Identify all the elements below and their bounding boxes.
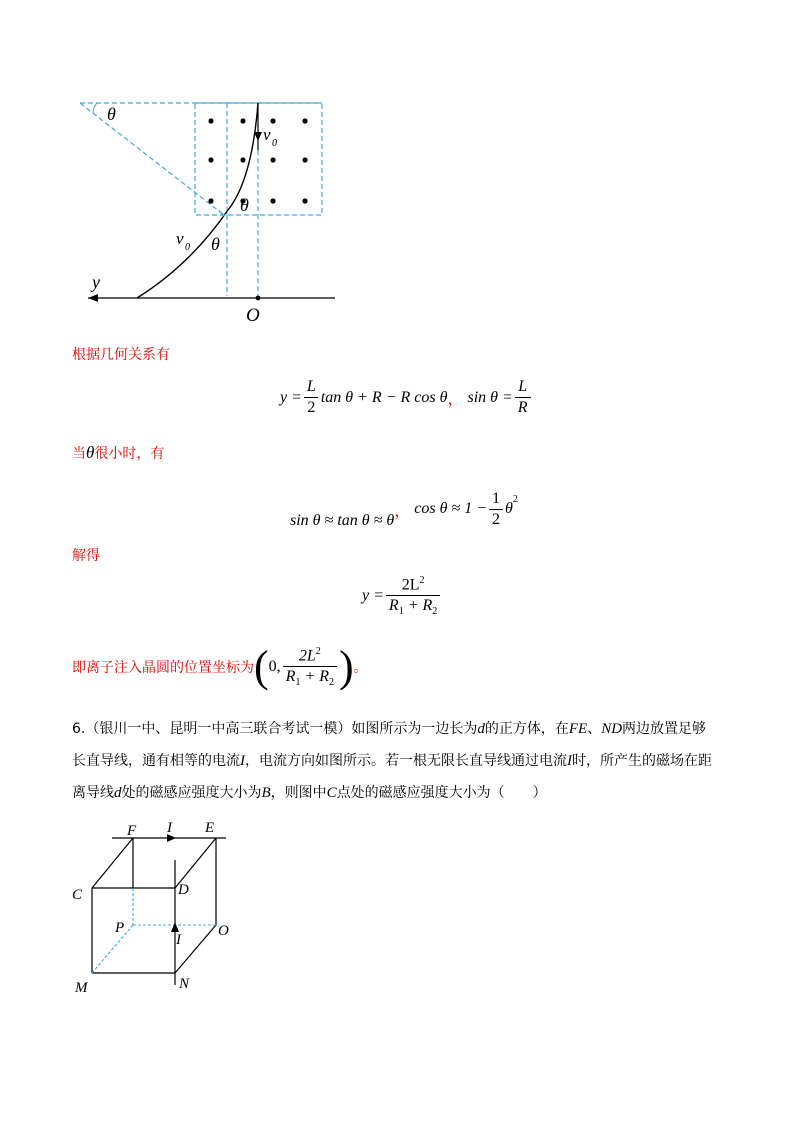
problem6-line3: 离导线d处的磁感应强度大小为B，则图中C点处的磁感应强度大小为（ ） — [72, 785, 547, 801]
conclusion-pre: 即离子注入晶圆的位置坐标为 — [72, 660, 254, 676]
label-theta-mid: θ — [240, 195, 249, 215]
eq1-frac2-num: L — [518, 378, 528, 395]
cube-hidden-edges — [92, 888, 216, 973]
label-E: E — [205, 820, 215, 836]
conclusion-zero: 0, — [268, 658, 281, 675]
figure-magnetic-field-trajectory — [60, 90, 360, 330]
y-axis-arrow — [88, 294, 98, 302]
conclusion-post: 。 — [353, 660, 368, 676]
label-I-top: I — [167, 820, 172, 836]
eq1-frac-num: L — [306, 378, 316, 395]
figure-cube — [65, 815, 245, 1000]
label-N: N — [179, 976, 190, 992]
eq2-theta2: θ — [505, 500, 513, 517]
equation-geometry — [280, 378, 533, 417]
step-solve-text: 解得 — [72, 548, 100, 564]
eq2-sep: ， — [394, 502, 411, 520]
step-small-angle-text — [72, 443, 164, 463]
eq3-lhs: y = — [362, 587, 384, 605]
step2-pre: 当 — [72, 446, 86, 462]
eq2-frac-num: 1 — [492, 489, 501, 507]
label-O: O — [218, 923, 229, 939]
label-y-axis: y — [92, 272, 100, 292]
eq1-frac-den: 2 — [304, 397, 318, 417]
eq3-num: $2L^2$ — [401, 575, 425, 594]
eq1-frac2 — [515, 378, 531, 417]
current-arrow-nd — [171, 922, 179, 932]
problem-6-statement — [72, 719, 732, 803]
eq3-frac — [386, 575, 440, 618]
eq1-lhs2: sin θ = — [467, 388, 513, 406]
eq1-lhs: y = — [280, 388, 302, 406]
eq2-part2: cos θ ≈ 1 − — [414, 500, 488, 517]
step-geometry-text: 根据几何关系有 — [72, 347, 170, 363]
equation-result — [362, 575, 442, 618]
label-C: C — [72, 887, 83, 903]
eq1-rest: tan θ + R − R cos θ — [320, 388, 448, 406]
step2-post: 很小时，有 — [94, 446, 165, 462]
label-v0-left-sub: 0 — [185, 242, 190, 253]
cube-solid-edges — [92, 838, 226, 985]
eq2-frac-den: 2 — [489, 509, 503, 529]
conclusion-num: $2L^2$ — [298, 645, 321, 665]
label-F: F — [127, 823, 137, 839]
eq2-frac — [489, 490, 503, 529]
conclusion-frac — [283, 646, 337, 689]
conclusion-den: $R_1 + R_2$ — [283, 666, 337, 688]
dashed-construction-lines — [80, 103, 322, 296]
problem6-line2: 长直导线，通有相等的电流I，电流方向如图所示。若一根无限长直导线通过电流I时，所产生的磁场在距 — [72, 753, 712, 769]
label-v0-right-sub: 0 — [272, 138, 277, 149]
origin-point — [256, 296, 261, 301]
eq1-frac2-den: R — [515, 397, 531, 417]
equation-small-angle — [290, 488, 518, 530]
eq2-exp: 2 — [512, 494, 518, 505]
label-theta-top: θ — [107, 104, 116, 124]
problem6-line1: 6.（银川一中、昆明一中高三联合考试一模）如图所示为一边长为d的正方体，在FE、ND两边放置足够 — [72, 721, 707, 737]
label-I-mid: I — [176, 932, 181, 948]
label-P: P — [115, 920, 125, 936]
label-D: D — [178, 882, 189, 898]
label-v0-left: v — [176, 229, 184, 248]
conclusion-line — [72, 642, 368, 691]
eq1-frac — [304, 378, 319, 417]
eq1-sep: ， — [447, 391, 464, 408]
label-theta-left: θ — [211, 234, 220, 254]
eq2-part1: sin θ ≈ tan θ ≈ θ — [290, 512, 395, 529]
conclusion-coord: ( 0, $\frac{2L^2}{R_1 + R_2}$ ) — [254, 642, 354, 691]
eq3-den: $R_1 + R_2$ — [386, 595, 440, 617]
label-origin: O — [246, 305, 260, 326]
label-M: M — [75, 980, 88, 996]
step2-theta: θ — [86, 443, 95, 462]
label-v0-right: v — [263, 125, 271, 144]
arrow-v0-top — [254, 132, 262, 141]
